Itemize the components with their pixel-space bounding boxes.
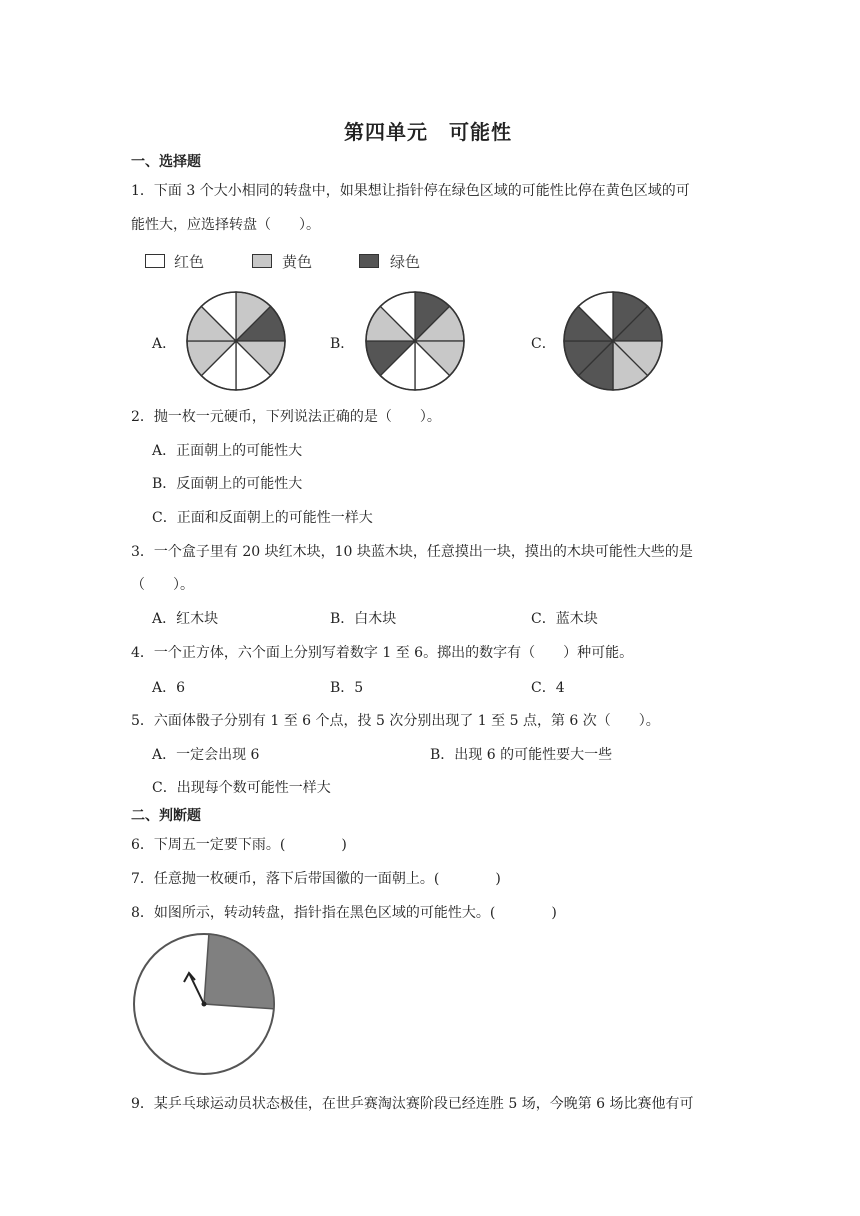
question-1-line-1: 1．下面 3 个大小相同的转盘中，如果想让指针停在绿色区域的可能性比停在黄色区域的可 xyxy=(131,183,690,199)
q8-shaded-sector xyxy=(204,934,274,1009)
q1-option-c-label: C． xyxy=(531,336,556,352)
question-1-line-2: 能性大，应选择转盘（ ）。 xyxy=(131,217,320,233)
q8-pointer-pivot xyxy=(202,1002,207,1007)
legend-label-red: 红色 xyxy=(174,253,205,271)
q5-option-b: B．出现 6 的可能性要大一些 xyxy=(430,747,613,763)
q5-option-c: C．出现每个数可能性一样大 xyxy=(152,780,331,796)
spinner-c xyxy=(562,290,664,392)
legend-label-yellow: 黄色 xyxy=(282,253,313,271)
q1-option-a-label: A． xyxy=(152,336,177,352)
question-7: 7．任意抛一枚硬币，落下后带国徽的一面朝上。( ) xyxy=(131,871,501,887)
question-6: 6．下周五一定要下雨。( ) xyxy=(131,837,347,853)
q2-option-c: C．正面和反面朝上的可能性一样大 xyxy=(152,510,373,526)
question-5: 5．六面体骰子分别有 1 至 6 个点，投 5 次分别出现了 1 至 5 点，第 6 次（ ）。 xyxy=(131,713,660,729)
q2-option-a: A．正面朝上的可能性大 xyxy=(152,443,303,459)
question-3-line-1: 3．一个盒子里有 20 块红木块，10 块蓝木块，任意摸出一块，摸出的木块可能性大些的是 xyxy=(131,544,693,560)
q3-option-c: C．蓝木块 xyxy=(531,611,598,627)
question-9: 9．某乒乓球运动员状态极佳，在世乒赛淘汰赛阶段已经连胜 5 场，今晚第 6 场比赛他有可 xyxy=(131,1096,694,1112)
question-8: 8．如图所示，转动转盘，指针指在黑色区域的可能性大。( ) xyxy=(131,905,557,921)
q2-option-b: B．反面朝上的可能性大 xyxy=(152,476,303,492)
question-3-line-2: （ ）。 xyxy=(131,577,194,593)
spinner-b xyxy=(364,290,466,392)
q5-option-a: A．一定会出现 6 xyxy=(152,747,260,763)
q4-option-a: A．6 xyxy=(152,680,186,696)
question-2: 2．抛一枚一元硬币，下列说法正确的是（ ）。 xyxy=(131,409,441,425)
section-heading-judgement: 二、判断题 xyxy=(131,808,201,824)
legend-label-green: 绿色 xyxy=(390,253,421,271)
legend-swatch-yellow xyxy=(252,254,272,268)
page-title: 第四单元 可能性 xyxy=(344,120,512,144)
spinner-a xyxy=(185,290,287,392)
q8-spinner-figure xyxy=(132,932,276,1076)
legend-swatch-green xyxy=(359,254,379,268)
q1-option-b-label: B． xyxy=(330,336,355,352)
legend-swatch-red xyxy=(145,254,165,268)
section-heading-choice: 一、选择题 xyxy=(131,154,201,170)
q3-option-b: B．白木块 xyxy=(330,611,397,627)
q4-option-b: B．5 xyxy=(330,680,364,696)
question-4: 4．一个正方体，六个面上分别写着数字 1 至 6。掷出的数字有（ ）种可能。 xyxy=(131,645,634,661)
q3-option-a: A．红木块 xyxy=(152,611,219,627)
q4-option-c: C．4 xyxy=(531,680,565,696)
